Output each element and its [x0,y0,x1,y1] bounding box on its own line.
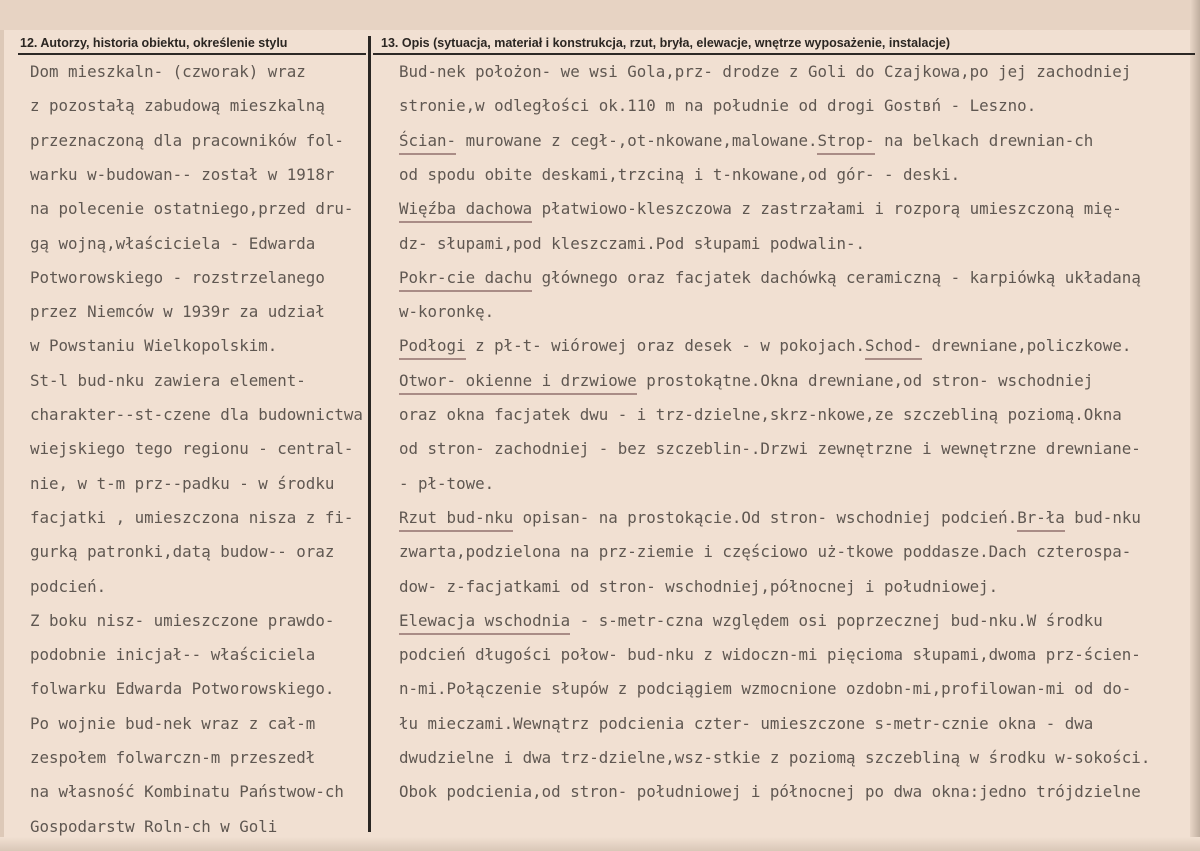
right-text-line: dz- słupami,pod kleszczami.Pod słupami podwalin-. [399,233,866,253]
top-strip [0,0,1200,30]
right-edge [1190,0,1200,851]
left-text-line: na polecenie ostatniego,przed dru- [30,199,354,219]
left-edge [0,30,4,851]
right-text-line: - pł-towe. [399,473,495,493]
right-text-line: oraz okna facjatek dwu - i trz-dzielne,skrz-nkowe,ze szczebliną poziomą.Okna [399,405,1122,424]
left-text-line: Gospodarstw Roln-ch w Goli [30,816,278,836]
left-text-line: facjatki , umieszczona nisza z fi- [30,507,354,527]
right-text-line: stronie,w odległości ok.110 m na południe od drogi Gostвń - Leszno. [399,96,1037,116]
right-text-line: dow- z-facjatkami od stron- wschodniej,północnej i południowej. [399,576,999,596]
left-text-line: charakter--st-czene dla budownictwa [30,405,363,424]
left-text-line: Po wojnie bud-nek wraz z cał-m [30,713,316,733]
header-rule-right [373,53,1195,55]
right-text-line: Rzut bud-nku opisan- na prostokącie.Od stron- wschodniej podcień.Br-ła bud-nku [399,508,1141,532]
header-rule-left [18,53,366,55]
underlined-heading: Schod- [865,336,922,360]
right-text-line: Więźba dachowa płatwiowo-kleszczowa z zastrzałami i rozporą umieszczoną mię- [399,199,1122,223]
left-text-line: gą wojną,właściciela - Edwarda [30,233,316,253]
right-text-line: Ścian- murowane z cegł-,ot-nkowane,malowane.Strop- na belkach drewnian-ch [399,131,1093,155]
underlined-heading: Otwor- okienne i drzwiowe [399,371,637,395]
right-text-line: podcień długości połow- bud-nku z widoczn-mi pięcioma słupami,dwoma prz-ścien- [399,645,1141,665]
underlined-heading: Więźba dachowa [399,199,532,223]
underlined-heading: Br-ła [1017,508,1065,532]
right-text-line: dwudzielne i dwa trz-dzielne,wsz-stkie z poziomą szczebliną w środku w-sokości. [399,748,1151,767]
left-text-line: przeznaczoną dla pracowników fol- [30,130,344,150]
right-text-line: łu mieczami.Wewnątrz podcienia czter- umieszczone s-metr-cznie okna - dwa [399,713,1094,733]
left-text-line: warku w-budowan-- został w 1918r [30,164,335,184]
left-text-line: na własność Kombinatu Państwow-ch [30,782,344,802]
left-text-line: podcień. [30,576,107,596]
left-text-line: St-l bud-nku zawiera element- [30,370,306,390]
left-text-line: z pozostałą zabudową mieszkalną [30,96,325,116]
left-text-line: folwarku Edwarda Potworowskiego. [30,679,335,699]
left-text-line: wiejskiego tego regionu - central- [30,439,354,459]
right-text-line: n-mi.Połączenie słupów z podciągiem wzmocnione ozdobn-mi,profilowan-mi od do- [399,679,1132,699]
left-text-line: gurką patronki,datą budow-- oraz [30,542,335,562]
underlined-heading: Podłogi [399,336,466,360]
right-text-line: od spodu obite deskami,trzciną i t-nkowane,od gór- - deski. [399,164,961,184]
left-text-line: Z boku nisz- umieszczone prawdo- [30,610,335,630]
right-text-line: od stron- zachodniej - bez szczeblin-.Drzwi zewnętrzne i wewnętrzne drewniane- [399,439,1141,459]
left-text-line: w Powstaniu Wielkopolskim. [30,336,278,356]
left-text-line: przez Niemców w 1939r za udział [30,302,325,322]
section-13-header: 13. Opis (sytuacja, materiał i konstrukcja, rzut, bryła, elewacje, wnętrze wyposażenie, instalacje) [381,36,950,50]
left-text-line: Dom mieszkaln- (czworak) wraz [30,62,306,81]
right-text-line: Pokr-cie dachu głównego oraz facjatek dachówką ceramiczną - karpiówką układaną [399,268,1141,292]
underlined-heading: Strop- [817,131,874,155]
right-text-line: Elewacja wschodnia - s-metr-czna względem osi poprzecznej bud-nku.W środku [399,611,1103,635]
left-text-line: zespołem folwarczn-m przeszedł [30,748,316,767]
right-text-line: zwarta,podzielona na prz-ziemie i częściowo uż-tkowe poddasze.Dach czterospa- [399,542,1132,562]
right-text-line: Podłogi z pł-t- wiórowej oraz desek - w pokojach.Schod- drewniane,policzkowe. [399,336,1131,360]
left-text-line: nie, w t-m prz--padku - w środku [30,473,335,493]
right-text-line: Otwor- okienne i drzwiowe prostokątne.Okna drewniane,od stron- wschodniej [399,371,1093,395]
underlined-heading: Elewacja wschodnia [399,611,570,635]
right-text-line: w-koronkę. [399,302,495,322]
right-text-line: Bud-nek położon- we wsi Gola,prz- drodze z Goli do Czajkowa,po jej zachodniej [399,62,1132,81]
left-text-line: Potworowskiego - rozstrzelanego [30,267,325,287]
column-divider [368,36,371,832]
underlined-heading: Ścian- [399,131,456,155]
underlined-heading: Pokr-cie dachu [399,268,532,292]
underlined-heading: Rzut bud-nku [399,508,513,532]
section-12-header: 12. Autorzy, historia obiektu, określenie stylu [20,36,288,50]
bottom-shadow [0,837,1200,851]
right-text-line: Obok podcienia,od stron- południowej i północnej po dwa okna:jedno trójdzielne [399,782,1141,802]
left-text-line: podobnie inicjał-- właściciela [30,645,316,665]
